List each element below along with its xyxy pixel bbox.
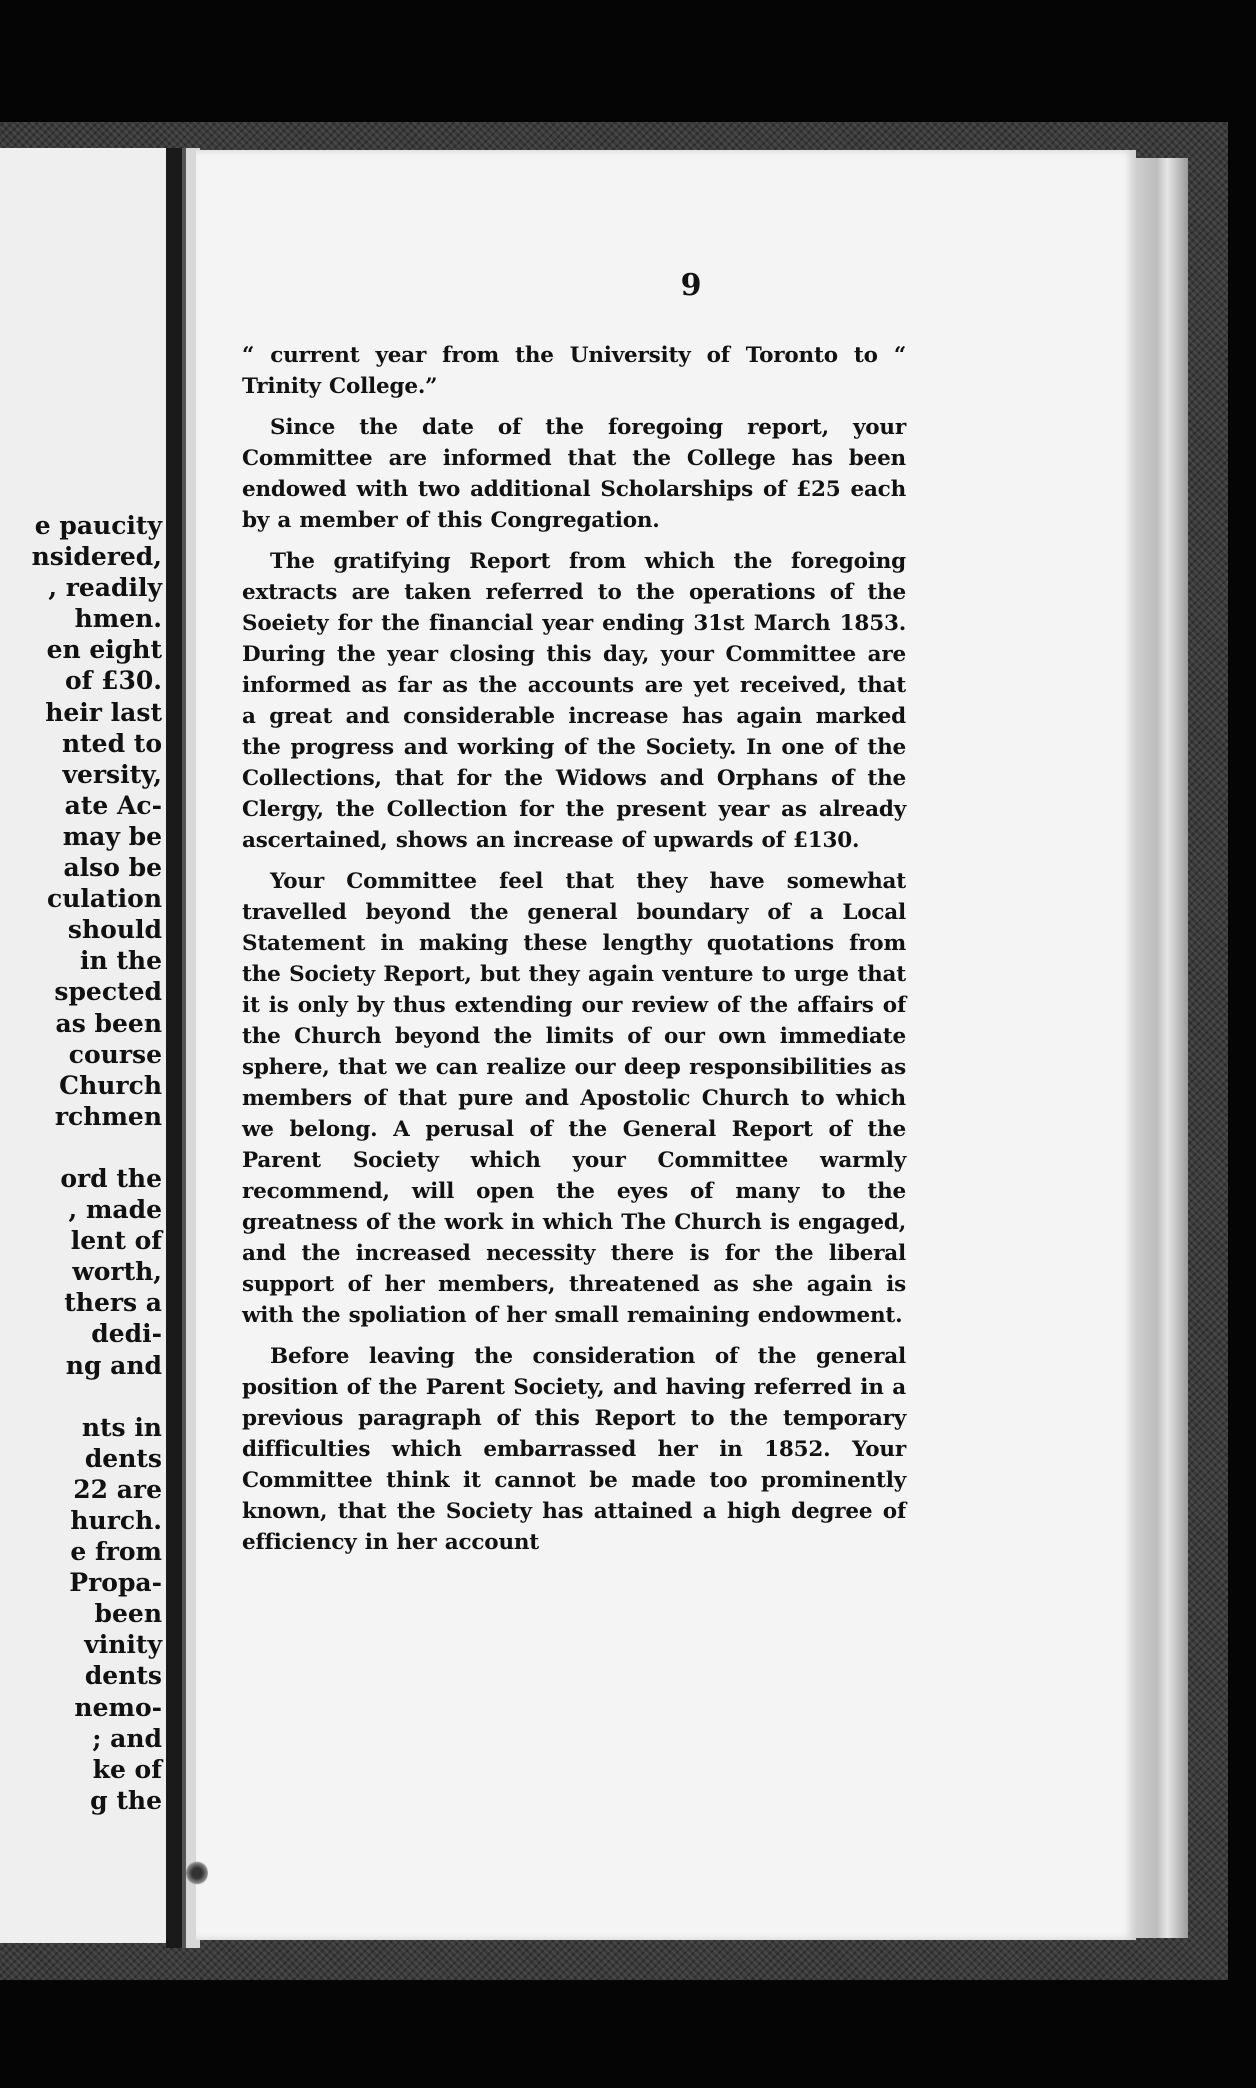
left-line: e from: [70, 1537, 162, 1567]
page-number: 9: [680, 268, 702, 303]
left-line: [32, 1381, 162, 1412]
left-line: worth,: [72, 1257, 162, 1287]
left-line: should: [67, 915, 162, 945]
left-line: , made: [68, 1195, 162, 1225]
left-line: versity,: [62, 759, 162, 789]
left-line: ord the: [60, 1163, 162, 1193]
left-line: rchmen: [54, 1101, 162, 1131]
left-line: ng and: [65, 1350, 162, 1380]
book-spine-gutter: [166, 148, 200, 1948]
right-page: [196, 150, 1136, 1940]
left-line: vinity: [84, 1630, 162, 1660]
left-page-text: [32, 510, 162, 1816]
paragraph-society-report: The gratifying Report from which the foregoing extracts are taken referred to the operations of the Soeiety for the financial year ending 31st March 1853. During the year closing this day, your Committee are informed as far as the accounts are yet received, that a great and considerable increase has again marked the progress and working of the Society. In one of the Collections, that for the Widows and Orphans of the Clergy, the Collection for the present year as already ascertained, shows an increase of upwards of £130.: [242, 549, 906, 853]
paragraph-parent-society: Before leaving the consideration of the general position of the Parent Society, and having referred in a previous paragraph of this Report to the temporary difficulties which embarrassed her in 1852. Your Committee think it cannot be made too prominently known, that the Society has attained a high degree of efficiency in her account: [242, 1344, 906, 1555]
left-line: spected: [54, 977, 162, 1007]
left-line: hurch.: [70, 1506, 162, 1535]
left-page: [0, 148, 170, 1943]
paragraph-scholarships: Since the date of the foregoing report, your Committee are informed that the College has been endowed with two additional Scholarships of £25 each by a member of this Congregation.: [242, 415, 906, 533]
left-line: been: [94, 1599, 162, 1629]
left-line: as been: [55, 1008, 162, 1038]
left-line: hmen.: [74, 604, 162, 634]
left-line: [32, 1132, 162, 1163]
left-line: course: [68, 1039, 162, 1069]
left-line: also be: [63, 853, 162, 883]
ink-stain-mark: [186, 1860, 208, 1886]
paragraph-committee-review: Your Committee feel that they have somewhat travelled beyond the general boundary of a Local Statement in making these lengthy quotations from the Society Report, but they again venture to urge that it is only by thus extending our review of the affairs of the Church beyond the limits of our own immediate sphere, that we can realize our deep responsibilities as members of that pure and Apostolic Church to which we belong. A perusal of the General Report of the Parent Society which your Committee warmly recommend, will open the eyes of many to the greatness of the work in which The Church is engaged, and the increased necessity there is for the liberal support of her members, threatened as she again is with the spoliation of her small remaining endowment.: [242, 869, 906, 1328]
left-line: may be: [62, 821, 162, 851]
left-line: culation: [47, 884, 162, 914]
left-line: nted to: [61, 728, 162, 758]
left-line: ; and: [92, 1723, 162, 1753]
left-line: nts in: [81, 1412, 162, 1442]
left-line: lent of: [70, 1226, 162, 1256]
left-line: thers a: [64, 1288, 162, 1318]
left-line: g the: [90, 1785, 162, 1815]
left-line: ke of: [92, 1754, 162, 1784]
left-line: in the: [79, 946, 162, 976]
left-line: , readily: [48, 573, 162, 603]
left-line: ate Ac-: [64, 790, 162, 820]
left-line: dents: [84, 1443, 162, 1473]
left-line: nsidered,: [31, 542, 162, 572]
left-line: dedi-: [91, 1319, 162, 1349]
left-line: nemo-: [74, 1692, 162, 1722]
page-body-text: [242, 340, 906, 1568]
left-line: of £30.: [64, 666, 162, 696]
left-line: Propa-: [69, 1568, 162, 1598]
page-stack-edge: [1136, 158, 1188, 1938]
paragraph-quote-continuation: “ current year from the University of Toronto to “ Trinity College.”: [242, 343, 906, 399]
left-line: en eight: [46, 635, 162, 665]
left-line: Church: [59, 1070, 162, 1100]
left-line: 22 are: [73, 1474, 162, 1504]
left-line: dents: [84, 1661, 162, 1691]
left-line: e paucity: [34, 511, 162, 540]
left-line: heir last: [45, 697, 162, 727]
